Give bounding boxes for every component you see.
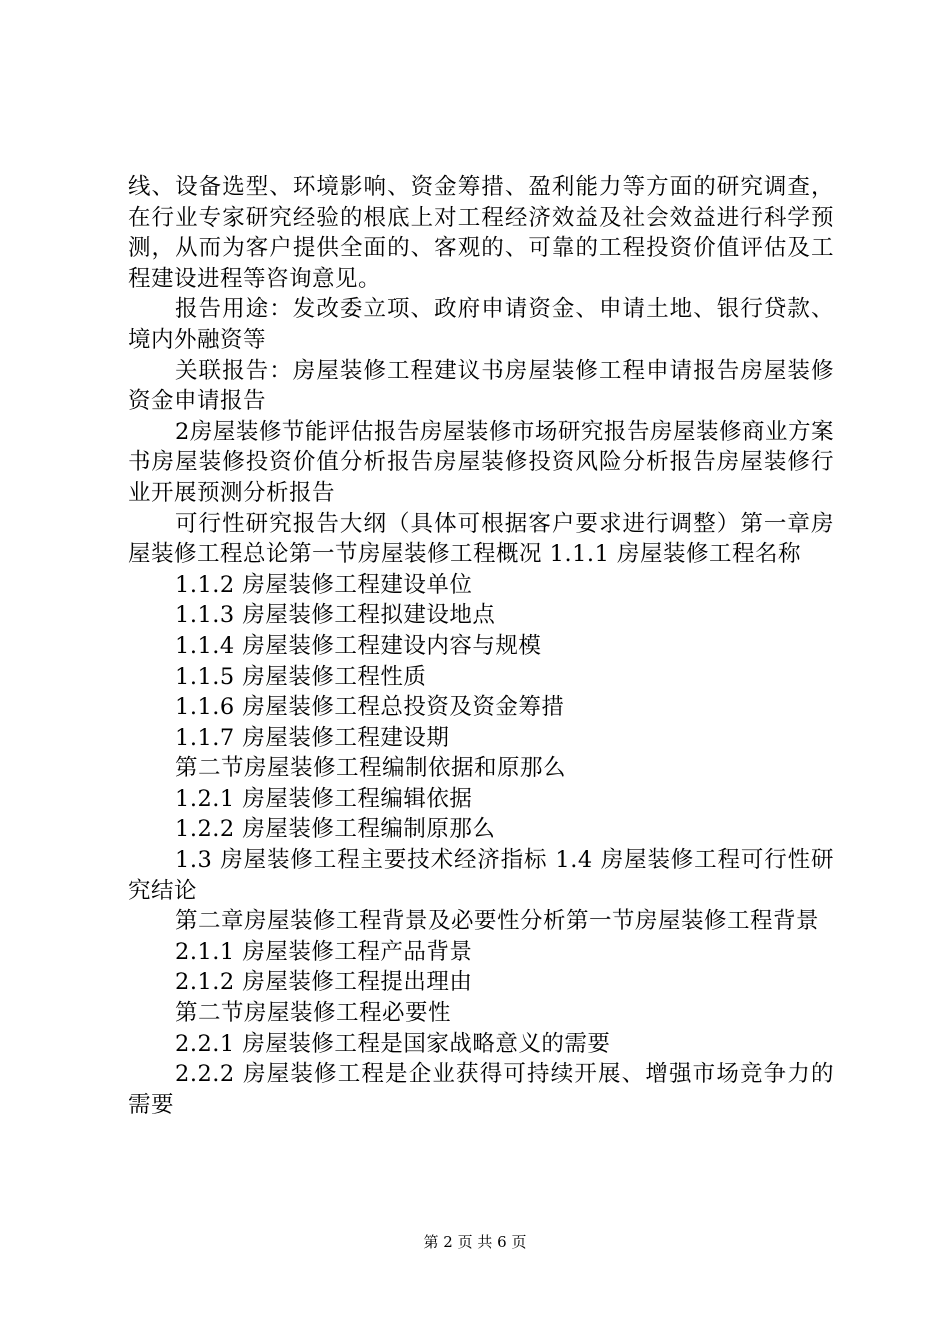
paragraph-2: 报告用途：发改委立项、政府申请资金、申请土地、银行贷款、境内外融资等 (128, 296, 834, 353)
page-footer (0, 1232, 950, 1252)
paragraph-4: 2房屋装修节能评估报告房屋装修市场研究报告房屋装修商业方案书房屋装修投资价值分析报告房屋装修投资风险分析报告房屋装修行业开展预测分析报告 (128, 418, 834, 506)
paragraph-10: 1.1.6 房屋装修工程总投资及资金筹措 (175, 694, 565, 721)
paragraph-6: 1.1.2 房屋装修工程建设单位 (175, 571, 473, 598)
paragraph-1: 线、设备选型、环境影响、资金筹措、盈利能力等方面的研究调查，在行业专家研究经验的根底上对工程经济效益及社会效益进行科学预测，从而为客户提供全面的、客观的、可靠的工程投资价值评估及工程建设进程等咨询意见。 (128, 174, 834, 292)
paragraph-5: 可行性研究报告大纲（具体可根据客户要求进行调整）第一章房屋装修工程总论第一节房屋装修工程概况 1.1.1 房屋装修工程名称 (128, 510, 834, 568)
paragraph-7: 1.1.3 房屋装修工程拟建设地点 (175, 602, 496, 629)
paragraph-3: 关联报告：房屋装修工程建议书房屋装修工程申请报告房屋装修资金申请报告 (128, 357, 834, 415)
page-number-label: 第 2 页 共 6 页 (423, 1233, 527, 1251)
paragraph-12: 第二节房屋装修工程编制依据和原那么 (175, 755, 567, 782)
paragraph-14: 1.2.2 房屋装修工程编制原那么 (175, 816, 496, 843)
paragraph-16: 第二章房屋装修工程背景及必要性分析第一节房屋装修工程背景 (175, 908, 820, 935)
paragraph-18: 2.1.2 房屋装修工程提出理由 (175, 969, 473, 996)
paragraph-17: 2.1.1 房屋装修工程产品背景 (175, 938, 473, 965)
paragraph-11: 1.1.7 房屋装修工程建设期 (175, 724, 450, 751)
paragraph-8: 1.1.4 房屋装修工程建设内容与规模 (175, 632, 542, 659)
paragraph-15: 1.3 房屋装修工程主要技术经济指标 1.4 房屋装修工程可行性研究结论 (128, 847, 834, 904)
paragraph-9: 1.1.5 房屋装修工程性质 (175, 663, 427, 690)
paragraph-21: 2.2.2 房屋装修工程是企业获得可持续开展、增强市场竞争力的需要 (128, 1061, 834, 1118)
document-body (128, 172, 834, 1120)
paragraph-19: 第二节房屋装修工程必要性 (175, 1000, 452, 1027)
paragraph-13: 1.2.1 房屋装修工程编辑依据 (175, 785, 473, 812)
paragraph-20: 2.2.1 房屋装修工程是国家战略意义的需要 (175, 1030, 611, 1057)
